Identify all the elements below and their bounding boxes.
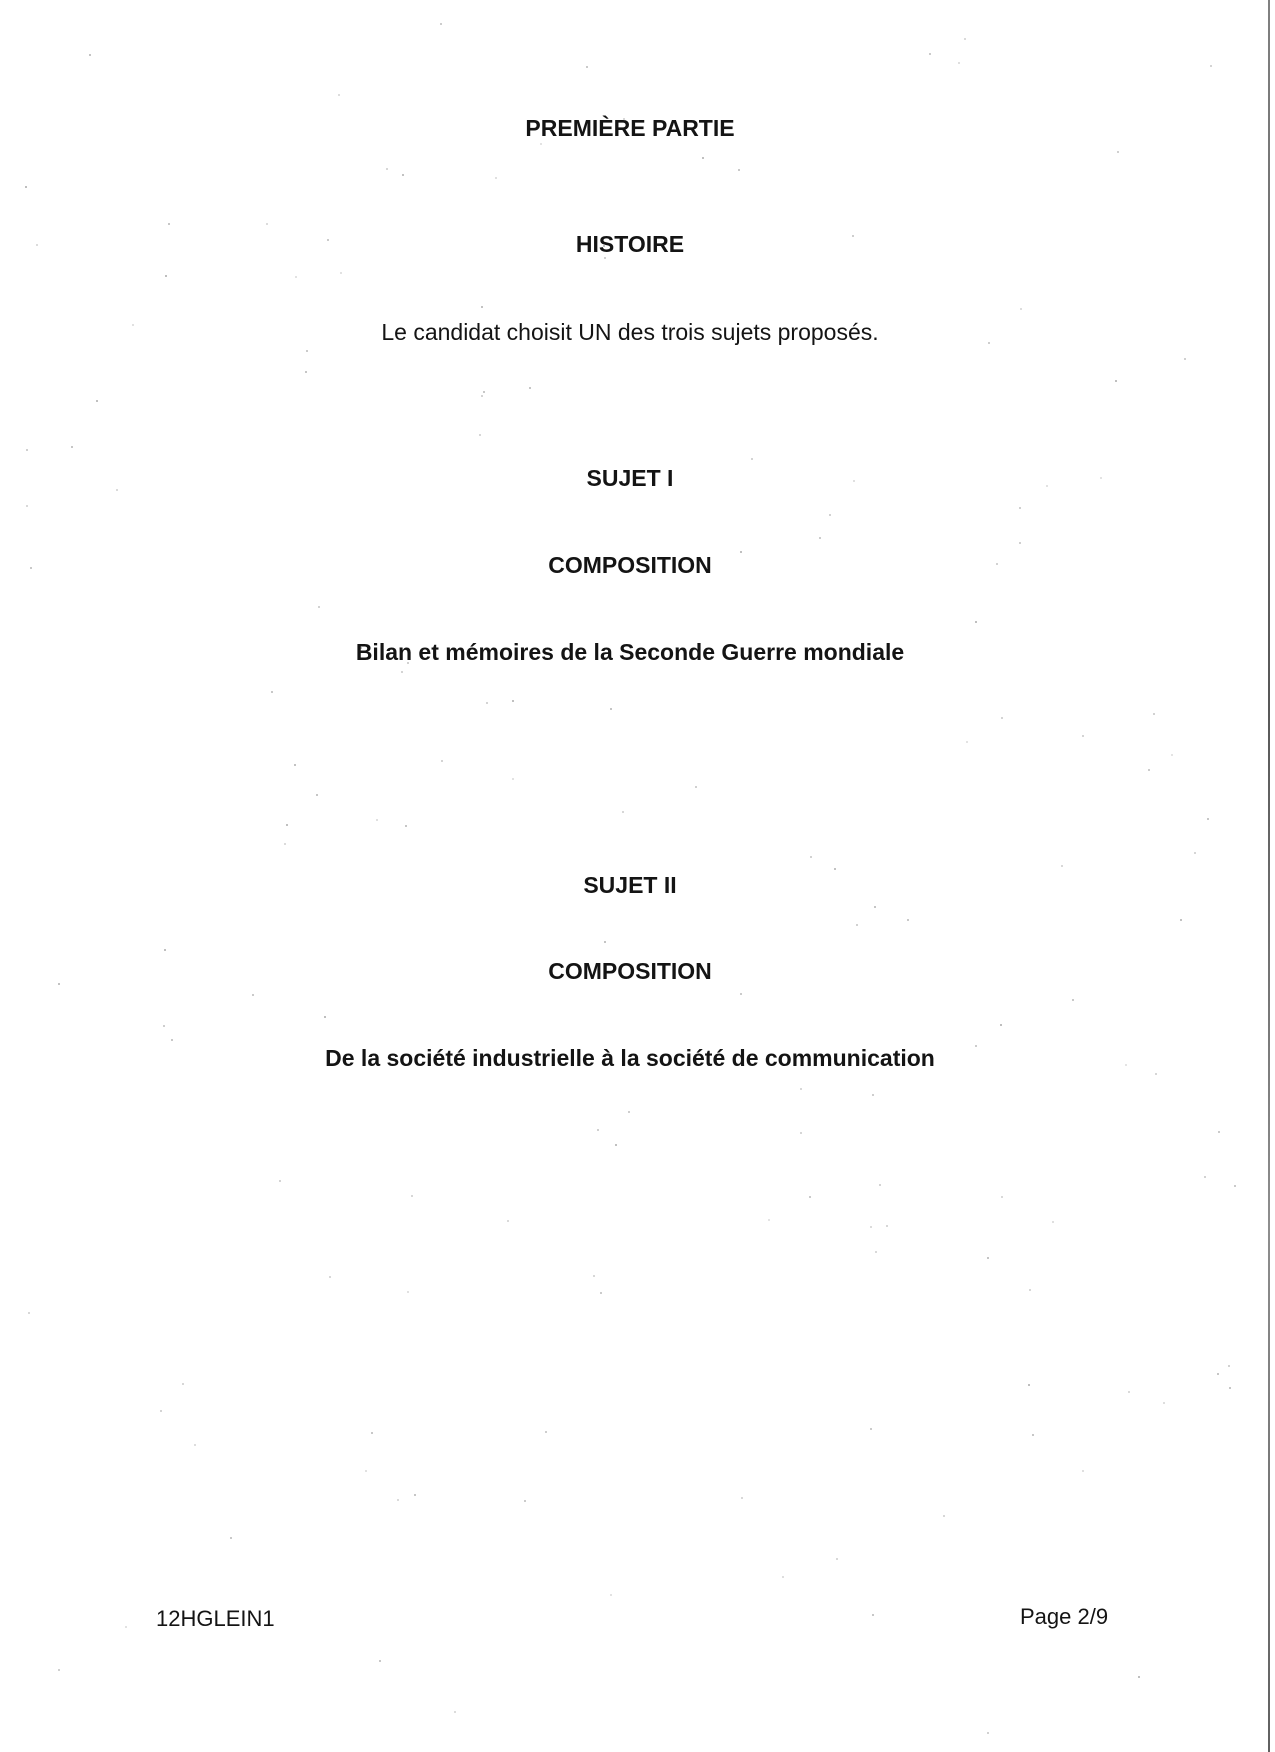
scan-speck	[800, 1132, 802, 1134]
scan-edge-shadow	[1268, 0, 1270, 1752]
scan-speck	[411, 1195, 413, 1197]
page-number: Page 2/9	[1020, 1604, 1109, 1629]
scan-speck	[1234, 1185, 1236, 1187]
scan-speck	[874, 906, 876, 908]
scan-speck	[294, 764, 296, 766]
scan-speck	[958, 62, 960, 64]
scan-speck	[58, 1669, 60, 1671]
scan-speck	[610, 1594, 612, 1596]
scan-speck	[329, 1276, 331, 1278]
subject-2-type: COMPOSITION	[548, 958, 712, 984]
scan-speck	[324, 1016, 326, 1018]
scan-speck	[1019, 507, 1021, 509]
scan-speck	[597, 1129, 599, 1131]
document-code: 12HGLEIN1	[156, 1606, 275, 1631]
scan-speck	[1204, 1176, 1206, 1178]
scan-speck	[160, 1410, 162, 1412]
scan-speck	[507, 1220, 509, 1222]
scan-speck	[524, 1500, 526, 1502]
scan-speck	[702, 157, 704, 159]
scan-speck	[1210, 65, 1212, 67]
scan-speck	[89, 54, 91, 56]
scan-speck	[512, 778, 514, 780]
scan-speck	[610, 708, 612, 710]
scan-speck	[194, 1444, 196, 1446]
scan-speck	[836, 1558, 838, 1560]
scan-speck	[295, 276, 297, 278]
scan-speck	[338, 94, 340, 96]
scan-speck	[600, 1292, 602, 1294]
scan-speck	[252, 994, 254, 996]
scan-speck	[1153, 713, 1155, 715]
scan-speck	[964, 38, 966, 40]
scan-speck	[414, 1494, 416, 1496]
scan-speck	[168, 223, 170, 225]
scan-speck	[479, 434, 481, 436]
scan-speck	[829, 514, 831, 516]
scan-speck	[545, 1431, 547, 1433]
scan-speck	[870, 1428, 872, 1430]
scan-speck	[1207, 818, 1209, 820]
scan-speck	[1218, 1131, 1220, 1133]
scan-speck	[875, 1251, 877, 1253]
scan-speck	[768, 1219, 770, 1221]
scan-speck	[397, 1499, 399, 1501]
scan-speck	[441, 760, 443, 762]
scan-speck	[164, 949, 166, 951]
scan-speck	[819, 537, 821, 539]
scan-speck	[741, 1497, 743, 1499]
scan-speck	[1029, 1289, 1031, 1291]
scan-speck	[28, 1312, 30, 1314]
scan-speck	[622, 811, 624, 813]
scan-speck	[165, 275, 167, 277]
scan-speck	[1128, 1391, 1130, 1393]
scan-speck	[401, 671, 403, 673]
scan-speck	[305, 371, 307, 373]
scan-speck	[340, 272, 342, 274]
scan-speck	[163, 1025, 165, 1027]
scan-speck	[376, 819, 378, 821]
scan-speck	[872, 1614, 874, 1616]
section-title: HISTOIRE	[575, 231, 685, 257]
scan-speck	[495, 177, 497, 179]
scan-speck	[405, 825, 407, 827]
scan-speck	[751, 458, 753, 460]
scan-speck	[586, 66, 588, 68]
scan-speck	[440, 23, 442, 25]
scan-speck	[365, 1470, 367, 1472]
scan-speck	[1228, 1365, 1230, 1367]
subject-1-type: COMPOSITION	[548, 552, 712, 578]
scan-speck	[810, 856, 812, 858]
scan-speck	[96, 400, 98, 402]
scan-speck	[230, 1537, 232, 1539]
scan-speck	[870, 1226, 872, 1228]
scan-speck	[879, 1184, 881, 1186]
scan-speck	[481, 395, 483, 397]
scan-speck	[1082, 1470, 1084, 1472]
scan-speck	[1052, 1221, 1054, 1223]
scan-speck	[402, 174, 404, 176]
scan-speck	[800, 1088, 802, 1090]
scan-speck	[1001, 1196, 1003, 1198]
scan-speck	[628, 1111, 630, 1113]
scan-speck	[266, 223, 268, 225]
subject-2-label: SUJET II	[583, 872, 677, 898]
scan-speck	[1171, 754, 1173, 756]
scan-speck	[486, 702, 488, 704]
scan-speck	[1229, 1387, 1231, 1389]
scan-speck	[695, 786, 697, 788]
scan-speck	[615, 1144, 617, 1146]
scan-speck	[1163, 1402, 1165, 1404]
instruction-text: Le candidat choisit UN des trois sujets proposés.	[381, 319, 879, 345]
subject-1-title: Bilan et mémoires de la Seconde Guerre mondiale	[355, 639, 905, 665]
scan-speck	[1061, 865, 1063, 867]
scan-speck	[1000, 1024, 1002, 1026]
scan-speck	[834, 868, 836, 870]
scan-speck	[1019, 542, 1021, 544]
scan-speck	[856, 924, 858, 926]
scan-speck	[306, 350, 308, 352]
scan-speck	[407, 1291, 409, 1293]
scan-speck	[125, 1626, 127, 1628]
scan-speck	[371, 1432, 373, 1434]
scan-speck	[182, 1383, 184, 1385]
scan-speck	[71, 446, 73, 448]
scan-speck	[386, 168, 388, 170]
scan-speck	[171, 1039, 173, 1041]
scan-speck	[1148, 769, 1150, 771]
scan-speck	[738, 169, 740, 171]
scan-speck	[1001, 717, 1003, 719]
scan-speck	[1194, 852, 1196, 854]
scan-speck	[929, 53, 931, 55]
scan-speck	[454, 1711, 456, 1713]
scan-speck	[907, 919, 909, 921]
scan-speck	[26, 449, 28, 451]
scan-speck	[1028, 1384, 1030, 1386]
scan-speck	[529, 387, 531, 389]
scan-speck	[316, 794, 318, 796]
scan-speck	[379, 1660, 381, 1662]
scan-speck	[25, 186, 27, 188]
scan-speck	[1082, 735, 1084, 737]
scan-speck	[26, 505, 28, 507]
scan-speck	[1217, 1373, 1219, 1375]
scan-speck	[987, 1732, 989, 1734]
scan-speck	[1117, 151, 1119, 153]
part-title: PREMIÈRE PARTIE	[525, 115, 735, 141]
scan-speck	[1072, 999, 1074, 1001]
scan-speck	[279, 1180, 281, 1182]
scan-speck	[540, 143, 542, 145]
scan-speck	[1184, 358, 1186, 360]
scan-speck	[1155, 1073, 1157, 1075]
scan-speck	[318, 606, 320, 608]
subject-2-title: De la société industrielle à la société de communication	[325, 1045, 935, 1071]
scan-speck	[809, 1196, 811, 1198]
scan-speck	[481, 306, 483, 308]
scan-speck	[284, 843, 286, 845]
scan-speck	[966, 741, 968, 743]
scan-speck	[1020, 308, 1022, 310]
scan-speck	[593, 1275, 595, 1277]
scan-speck	[987, 1257, 989, 1259]
scan-speck	[782, 1576, 784, 1578]
scan-speck	[286, 824, 288, 826]
scan-speck	[1032, 1434, 1034, 1436]
subject-1-label: SUJET I	[586, 465, 674, 491]
scan-speck	[512, 700, 514, 702]
scan-speck	[483, 391, 485, 393]
scan-speck	[872, 1094, 874, 1096]
scan-speck	[604, 941, 606, 943]
scan-speck	[1138, 1676, 1140, 1678]
scan-speck	[886, 1225, 888, 1227]
scan-speck	[1115, 380, 1117, 382]
scan-speck	[740, 993, 742, 995]
scan-speck	[943, 1515, 945, 1517]
scan-speck	[271, 691, 273, 693]
scan-speck	[975, 621, 977, 623]
scan-speck	[1180, 919, 1182, 921]
